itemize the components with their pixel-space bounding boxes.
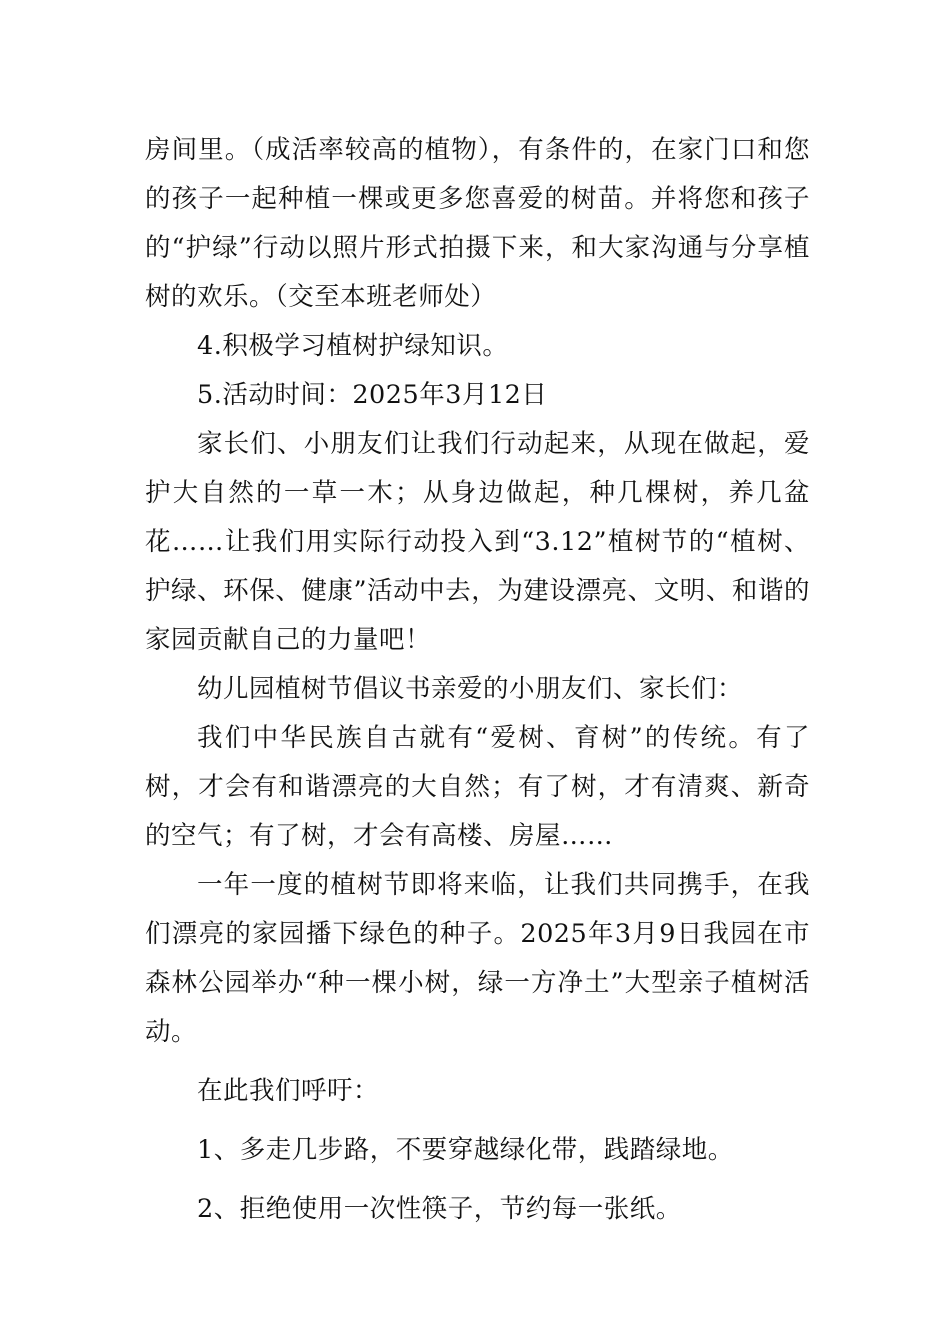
paragraph-call-to-action: 家长们、小朋友们让我们行动起来，从现在做起，爱护大自然的一草一木；从身边做起，种几棵树，养几盆花……让我们用实际行动投入到“3.12”植树节的“植树、护绿、环保、健康”活动中去，为建设漂亮、文明、和谐的家园贡献自己的力量吧！ [145,429,810,655]
paragraph-item-5: 5.活动时间：2025年3月12日 [197,380,548,410]
paragraph-appeal-item-2: 2、拒绝使用一次性筷子，节约每一张纸。 [197,1194,682,1224]
paragraph-tradition: 我们中华民族自古就有“爱树、育树”的传统。有了树，才会有和谐漂亮的大自然；有了树，才有清爽、新奇的空气；有了树，才会有高楼、房屋…… [145,723,810,851]
paragraph-appeal-intro: 在此我们呼吁： [197,1076,380,1106]
paragraph-letter-heading: 幼儿园植树节倡议书亲爱的小朋友们、家长们： [197,674,744,704]
paragraph-continuation: 房间里。（成活率较高的植物），有条件的，在家门口和您的孩子一起种植一棵或更多您喜爱的树苗。并将您和孩子的“护绿”行动以照片形式拍摄下来，和大家沟通与分享植树的欢乐。（交至本班老师处） [145,135,810,312]
document-body [145,126,810,1234]
paragraph-appeal-item-1: 1、多走几步路，不要穿越绿化带，践踏绿地。 [197,1135,734,1165]
paragraph-item-4: 4.积极学习植树护绿知识。 [197,331,509,361]
paragraph-event-announcement: 一年一度的植树节即将来临，让我们共同携手，在我们漂亮的家园播下绿色的种子。2025年3月9日我园在市森林公园举办“种一棵小树，绿一方净土”大型亲子植树活动。 [145,870,810,1047]
